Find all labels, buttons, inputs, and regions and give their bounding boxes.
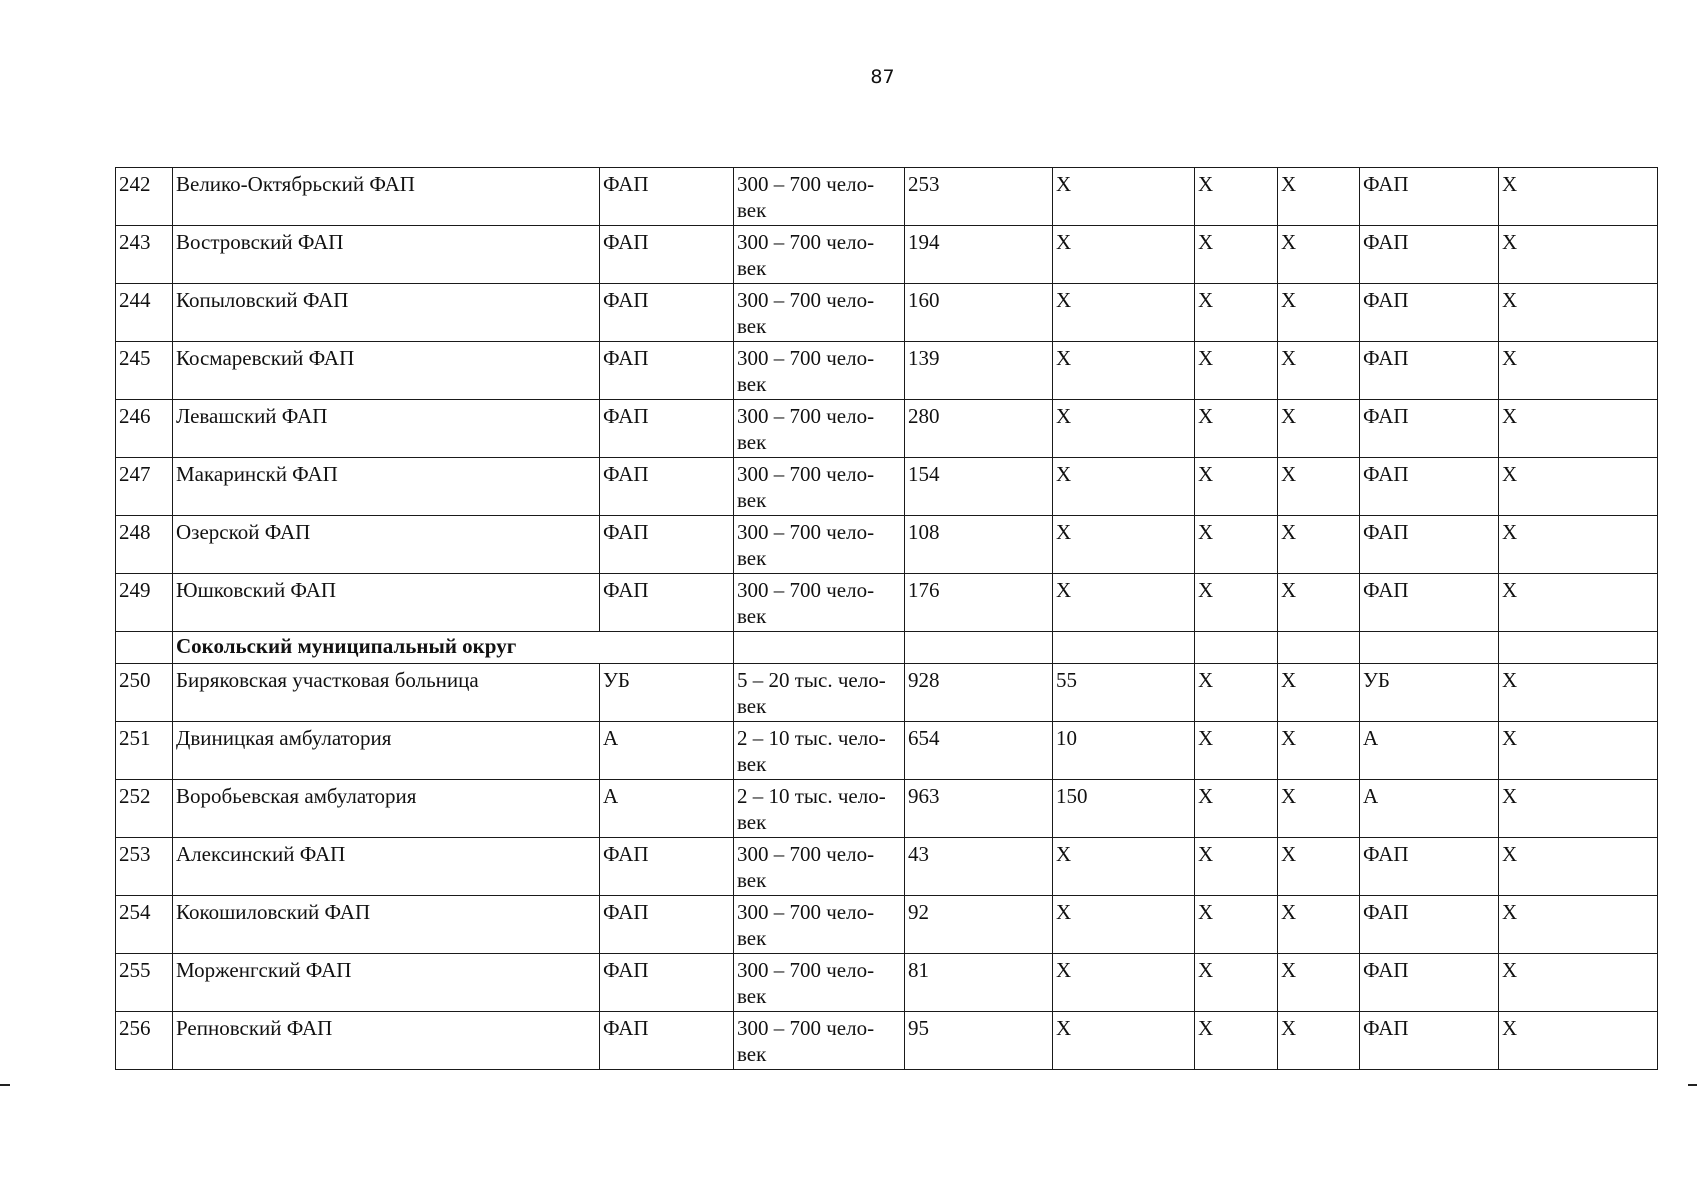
target-type-cell: ФАП	[1360, 400, 1499, 458]
value-cell: Х	[1499, 168, 1658, 226]
capacity-line-1: 300 – 700 чело-	[737, 900, 875, 924]
value-cell: Х	[1195, 780, 1278, 838]
facility-name-cell: Копыловский ФАП	[173, 284, 600, 342]
value-cell: Х	[1195, 838, 1278, 896]
row-number-cell: 249	[116, 574, 173, 632]
capacity-line-1: 300 – 700 чело-	[737, 404, 875, 428]
value-cell: 55	[1053, 664, 1195, 722]
capacity-line-2: век	[737, 546, 767, 570]
target-type-cell: ФАП	[1360, 838, 1499, 896]
value-cell: Х	[1499, 664, 1658, 722]
facility-name-cell: Морженгский ФАП	[173, 954, 600, 1012]
value-cell: Х	[1195, 1012, 1278, 1070]
facility-type-cell: ФАП	[600, 226, 734, 284]
capacity-line-2: век	[737, 372, 767, 396]
capacity-cell	[734, 780, 905, 838]
value-cell: Х	[1053, 954, 1195, 1012]
capacity-line-2: век	[737, 810, 767, 834]
value-cell: 150	[1053, 780, 1195, 838]
capacity-line-1: 300 – 700 чело-	[737, 172, 875, 196]
value-cell: Х	[1195, 954, 1278, 1012]
capacity-line-1: 300 – 700 чело-	[737, 842, 875, 866]
target-type-cell: ФАП	[1360, 342, 1499, 400]
population-cell: 176	[905, 574, 1053, 632]
capacity-line-2: век	[737, 256, 767, 280]
value-cell: Х	[1499, 1012, 1658, 1070]
capacity-line-2: век	[737, 604, 767, 628]
table-body-section	[116, 632, 1658, 664]
population-cell: 963	[905, 780, 1053, 838]
section-number-cell	[116, 632, 173, 664]
table-row	[116, 226, 1658, 284]
value-cell: Х	[1195, 574, 1278, 632]
target-type-cell: ФАП	[1360, 516, 1499, 574]
capacity-cell	[734, 1012, 905, 1070]
capacity-line-1: 300 – 700 чело-	[737, 958, 875, 982]
section-empty-cell	[905, 632, 1053, 664]
capacity-line-2: век	[737, 868, 767, 892]
table-row	[116, 722, 1658, 780]
table-row	[116, 780, 1658, 838]
value-cell: Х	[1195, 226, 1278, 284]
target-type-cell: ФАП	[1360, 284, 1499, 342]
capacity-cell	[734, 226, 905, 284]
scan-edge-mark-left	[0, 1084, 10, 1086]
target-type-cell: А	[1360, 780, 1499, 838]
table-row	[116, 284, 1658, 342]
table-row	[116, 896, 1658, 954]
section-empty-cell	[1053, 632, 1195, 664]
capacity-line-1: 300 – 700 чело-	[737, 346, 875, 370]
row-number-cell: 244	[116, 284, 173, 342]
value-cell: Х	[1278, 1012, 1360, 1070]
table-row	[116, 954, 1658, 1012]
facility-type-cell: ФАП	[600, 516, 734, 574]
capacity-cell	[734, 722, 905, 780]
population-cell: 81	[905, 954, 1053, 1012]
facility-name-cell: Востровский ФАП	[173, 226, 600, 284]
capacity-cell	[734, 838, 905, 896]
facility-type-cell: А	[600, 780, 734, 838]
table-body-upper	[116, 168, 1658, 632]
target-type-cell: ФАП	[1360, 1012, 1499, 1070]
capacity-line-2: век	[737, 430, 767, 454]
value-cell: Х	[1053, 284, 1195, 342]
row-number-cell: 245	[116, 342, 173, 400]
row-number-cell: 242	[116, 168, 173, 226]
value-cell: Х	[1053, 400, 1195, 458]
facility-type-cell: ФАП	[600, 896, 734, 954]
value-cell: Х	[1278, 516, 1360, 574]
value-cell: Х	[1499, 722, 1658, 780]
facility-name-cell: Двиницкая амбулатория	[173, 722, 600, 780]
capacity-line-2: век	[737, 314, 767, 338]
value-cell: Х	[1499, 896, 1658, 954]
value-cell: Х	[1278, 954, 1360, 1012]
population-cell: 654	[905, 722, 1053, 780]
capacity-line-2: век	[737, 984, 767, 1008]
value-cell: Х	[1195, 516, 1278, 574]
row-number-cell: 243	[116, 226, 173, 284]
row-number-cell: 253	[116, 838, 173, 896]
row-number-cell: 255	[116, 954, 173, 1012]
facilities-table	[115, 167, 1658, 1070]
value-cell: Х	[1278, 400, 1360, 458]
section-empty-cell	[1278, 632, 1360, 664]
value-cell: Х	[1278, 574, 1360, 632]
table-row	[116, 838, 1658, 896]
value-cell: Х	[1195, 168, 1278, 226]
value-cell: Х	[1278, 838, 1360, 896]
value-cell: 10	[1053, 722, 1195, 780]
scan-edge-mark-right	[1688, 1084, 1697, 1086]
facility-type-cell: ФАП	[600, 400, 734, 458]
value-cell: Х	[1278, 664, 1360, 722]
table-row	[116, 664, 1658, 722]
value-cell: Х	[1278, 780, 1360, 838]
value-cell: Х	[1195, 896, 1278, 954]
capacity-line-1: 2 – 10 тыс. чело-	[737, 784, 886, 808]
facility-type-cell: ФАП	[600, 954, 734, 1012]
facility-type-cell: ФАП	[600, 168, 734, 226]
facility-type-cell: А	[600, 722, 734, 780]
capacity-cell	[734, 954, 905, 1012]
page-number: 87	[870, 66, 895, 88]
value-cell: Х	[1053, 516, 1195, 574]
facility-name-cell: Юшковский ФАП	[173, 574, 600, 632]
capacity-cell	[734, 516, 905, 574]
value-cell: Х	[1499, 780, 1658, 838]
facility-name-cell: Кокошиловский ФАП	[173, 896, 600, 954]
capacity-cell	[734, 458, 905, 516]
facility-name-cell: Биряковская участковая больница	[173, 664, 600, 722]
value-cell: Х	[1053, 838, 1195, 896]
facility-name-cell: Левашский ФАП	[173, 400, 600, 458]
row-number-cell: 247	[116, 458, 173, 516]
table-row	[116, 516, 1658, 574]
section-empty-cell	[1195, 632, 1278, 664]
capacity-line-1: 2 – 10 тыс. чело-	[737, 726, 886, 750]
facility-name-cell: Макаринскй ФАП	[173, 458, 600, 516]
section-empty-cell	[1360, 632, 1499, 664]
facility-name-cell: Озерской ФАП	[173, 516, 600, 574]
target-type-cell: УБ	[1360, 664, 1499, 722]
population-cell: 194	[905, 226, 1053, 284]
row-number-cell: 246	[116, 400, 173, 458]
facility-type-cell: УБ	[600, 664, 734, 722]
value-cell: Х	[1053, 458, 1195, 516]
value-cell: Х	[1278, 168, 1360, 226]
population-cell: 253	[905, 168, 1053, 226]
capacity-line-2: век	[737, 926, 767, 950]
capacity-cell	[734, 168, 905, 226]
value-cell: Х	[1278, 226, 1360, 284]
value-cell: Х	[1499, 516, 1658, 574]
value-cell: Х	[1195, 342, 1278, 400]
capacity-line-2: век	[737, 1042, 767, 1066]
population-cell: 139	[905, 342, 1053, 400]
population-cell: 160	[905, 284, 1053, 342]
target-type-cell: ФАП	[1360, 226, 1499, 284]
table-row	[116, 458, 1658, 516]
value-cell: Х	[1053, 1012, 1195, 1070]
row-number-cell: 254	[116, 896, 173, 954]
capacity-cell	[734, 342, 905, 400]
capacity-cell	[734, 896, 905, 954]
value-cell: Х	[1195, 722, 1278, 780]
population-cell: 43	[905, 838, 1053, 896]
population-cell: 108	[905, 516, 1053, 574]
target-type-cell: ФАП	[1360, 954, 1499, 1012]
capacity-line-2: век	[737, 198, 767, 222]
row-number-cell: 256	[116, 1012, 173, 1070]
target-type-cell: ФАП	[1360, 896, 1499, 954]
value-cell: Х	[1499, 284, 1658, 342]
facility-name-cell: Космаревский ФАП	[173, 342, 600, 400]
section-empty-cell	[1499, 632, 1658, 664]
facility-type-cell: ФАП	[600, 838, 734, 896]
table-row	[116, 168, 1658, 226]
value-cell: Х	[1499, 574, 1658, 632]
value-cell: Х	[1195, 284, 1278, 342]
facility-type-cell: ФАП	[600, 284, 734, 342]
value-cell: Х	[1053, 896, 1195, 954]
row-number-cell: 250	[116, 664, 173, 722]
value-cell: Х	[1278, 722, 1360, 780]
value-cell: Х	[1278, 284, 1360, 342]
row-number-cell: 248	[116, 516, 173, 574]
capacity-cell	[734, 284, 905, 342]
facility-name-cell: Воробьевская амбулатория	[173, 780, 600, 838]
target-type-cell: ФАП	[1360, 458, 1499, 516]
value-cell: Х	[1499, 954, 1658, 1012]
population-cell: 95	[905, 1012, 1053, 1070]
target-type-cell: ФАП	[1360, 168, 1499, 226]
table-row	[116, 1012, 1658, 1070]
target-type-cell: ФАП	[1360, 574, 1499, 632]
value-cell: Х	[1195, 458, 1278, 516]
value-cell: Х	[1499, 400, 1658, 458]
section-empty-cell	[734, 632, 905, 664]
value-cell: Х	[1053, 168, 1195, 226]
value-cell: Х	[1053, 226, 1195, 284]
value-cell: Х	[1499, 838, 1658, 896]
capacity-line-1: 300 – 700 чело-	[737, 1016, 875, 1040]
facility-name-cell: Велико-Октябрьский ФАП	[173, 168, 600, 226]
capacity-line-1: 300 – 700 чело-	[737, 230, 875, 254]
capacity-cell	[734, 664, 905, 722]
capacity-line-2: век	[737, 752, 767, 776]
facility-type-cell: ФАП	[600, 574, 734, 632]
capacity-line-2: век	[737, 694, 767, 718]
capacity-cell	[734, 574, 905, 632]
capacity-line-1: 5 – 20 тыс. чело-	[737, 668, 886, 692]
population-cell: 928	[905, 664, 1053, 722]
facility-name-cell: Алексинский ФАП	[173, 838, 600, 896]
table-row	[116, 574, 1658, 632]
value-cell: Х	[1499, 226, 1658, 284]
target-type-cell: А	[1360, 722, 1499, 780]
table-row	[116, 342, 1658, 400]
value-cell: Х	[1499, 342, 1658, 400]
capacity-line-1: 300 – 700 чело-	[737, 520, 875, 544]
capacity-line-1: 300 – 700 чело-	[737, 578, 875, 602]
population-cell: 92	[905, 896, 1053, 954]
facility-type-cell: ФАП	[600, 458, 734, 516]
value-cell: Х	[1053, 342, 1195, 400]
capacity-line-2: век	[737, 488, 767, 512]
value-cell: Х	[1278, 342, 1360, 400]
population-cell: 154	[905, 458, 1053, 516]
value-cell: Х	[1278, 896, 1360, 954]
facility-type-cell: ФАП	[600, 1012, 734, 1070]
value-cell: Х	[1499, 458, 1658, 516]
table-row	[116, 400, 1658, 458]
value-cell: Х	[1053, 574, 1195, 632]
row-number-cell: 252	[116, 780, 173, 838]
population-cell: 280	[905, 400, 1053, 458]
capacity-cell	[734, 400, 905, 458]
capacity-line-1: 300 – 700 чело-	[737, 288, 875, 312]
section-header-row	[116, 632, 1658, 664]
facility-type-cell: ФАП	[600, 342, 734, 400]
capacity-line-1: 300 – 700 чело-	[737, 462, 875, 486]
value-cell: Х	[1195, 400, 1278, 458]
table-body-lower	[116, 664, 1658, 1070]
section-title: Сокольский муниципальный округ	[173, 632, 734, 664]
value-cell: Х	[1278, 458, 1360, 516]
value-cell: Х	[1195, 664, 1278, 722]
facility-name-cell: Репновский ФАП	[173, 1012, 600, 1070]
row-number-cell: 251	[116, 722, 173, 780]
